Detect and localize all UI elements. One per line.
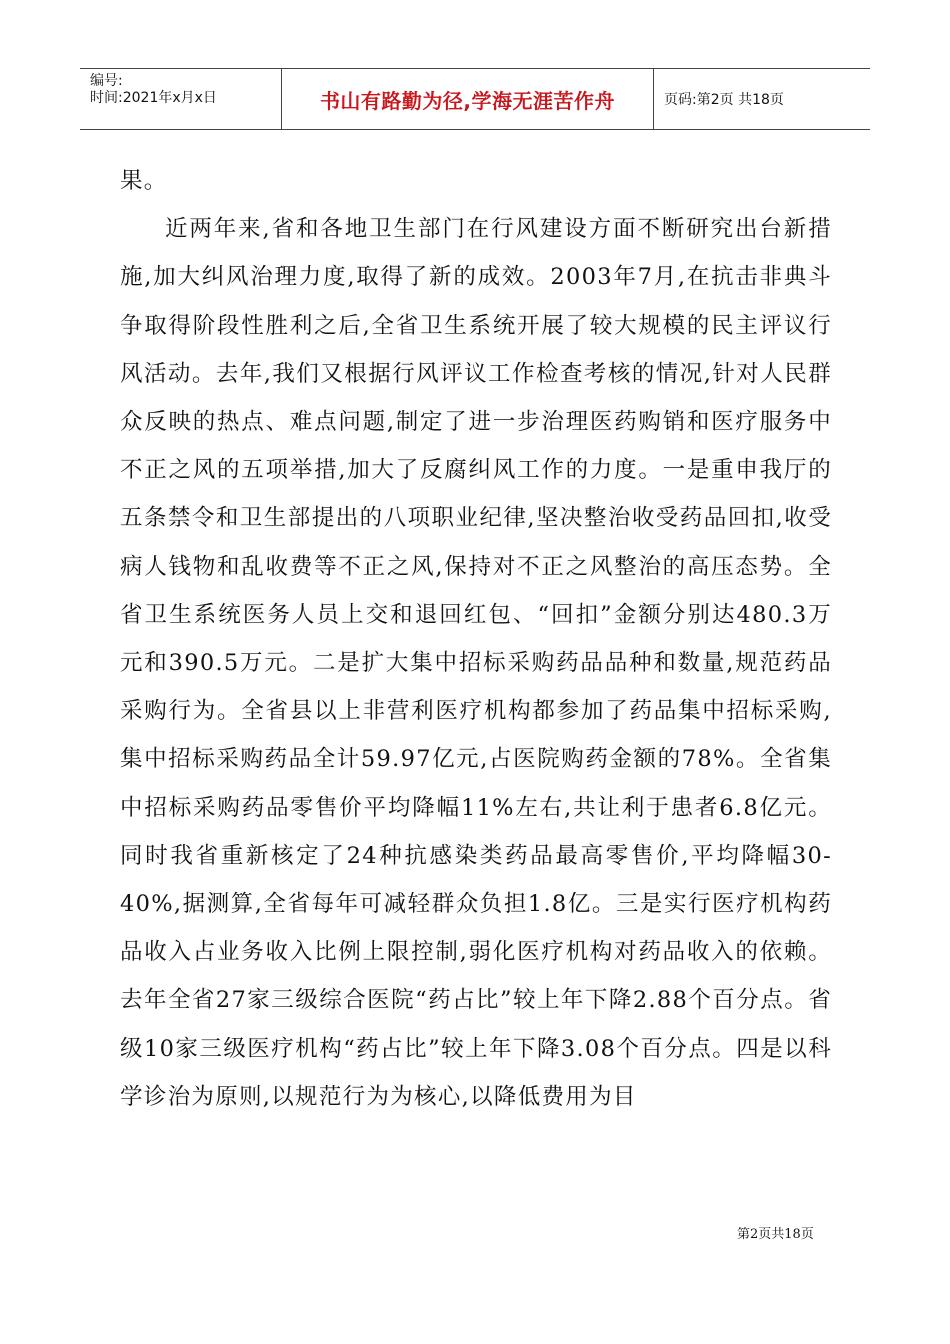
page-header — [80, 68, 870, 130]
document-date-label: 时间:2021年x月x日 — [90, 90, 217, 106]
paragraph-main: 近两年来,省和各地卫生部门在行风建设方面不断研究出台新措施,加大纠风治理力度,取得了新的成效。2003年7月,在抗击非典斗争取得阶段性胜利之后,全省卫生系统开展了较大规模的民主评议行风活动。去年,我们又根据行风评议工作检查考核的情况,针对人民群众反映的热点、难点问题,制定了进一步治理医药购销和医疗服务中不正之风的五项举措,加大了反腐纠风工作的力度。一是重申我厅的五条禁令和卫生部提出的八项职业纪律,坚决整治收受药品回扣,收受病人钱物和乱收费等不正之风,保持对不正之风整治的高压态势。全省卫生系统医务人员上交和退回红包、“回扣”金额分别达480.3万元和390.5万元。二是扩大集中招标采购药品品种和数量,规范药品采购行为。全省县以上非营利医疗机构都参加了药品集中招标采购,集中招标采购药品全计59.97亿元,占医院购药金额的78%。全省集中招标采购药品零售价平均降幅11%左右,共让利于患者6.8亿元。同时我省重新核定了24种抗感染类药品最高零售价,平均降幅30-40%,据测算,全省每年可减轻群众负担1.8亿。三是实行医疗机构药品收入占业务收入比例上限控制,弱化医疗机构对药品收入的依赖。去年全省27家三级综合医院“药占比”较上年下降2.88个百分点。省级10家三级医疗机构“药占比”较上年下降3.08个百分点。四是以科学诊治为原则,以规范行为为核心,以降低费用为目 — [120, 216, 832, 1110]
document-number-label: 编号: — [90, 73, 123, 89]
header-meta — [80, 69, 282, 129]
header-page-info: 页码:第2页 共18页 — [664, 92, 784, 108]
paragraph-continuation: 果。 — [120, 168, 168, 194]
header-motto: 书山有路勤为径,学海无涯苦作舟 — [282, 69, 654, 129]
page-footer: 第2页共18页 — [737, 1227, 814, 1242]
document-body — [120, 157, 832, 1121]
